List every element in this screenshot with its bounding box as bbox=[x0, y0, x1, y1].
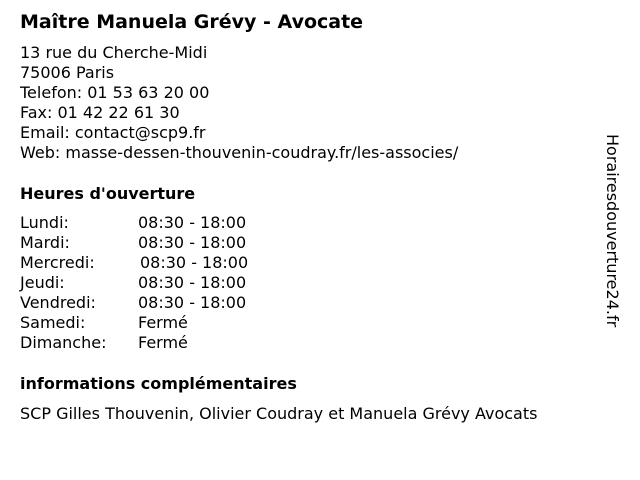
day-label: Mardi: bbox=[20, 233, 70, 252]
time-value: 08:30 - 18:00 bbox=[138, 233, 247, 252]
opening-hours-heading: Heures d'ouverture bbox=[20, 184, 196, 203]
hours-row-mercredi bbox=[20, 253, 320, 273]
hours-row-jeudi bbox=[20, 273, 320, 293]
address-block bbox=[20, 43, 458, 163]
site-watermark: Horairesdouverture24.fr bbox=[603, 134, 622, 328]
city: 75006 Paris bbox=[20, 63, 115, 82]
street-address: 13 rue du Cherche-Midi bbox=[20, 43, 208, 62]
time-value: 08:30 - 18:00 bbox=[138, 293, 247, 312]
time-value: 08:30 - 18:00 bbox=[140, 253, 249, 272]
day-label: Dimanche: bbox=[20, 333, 107, 352]
day-label: Vendredi: bbox=[20, 293, 96, 312]
time-value: 08:30 - 18:00 bbox=[138, 273, 247, 292]
phone-number: Telefon: 01 53 63 20 00 bbox=[20, 83, 210, 102]
page-title: Maître Manuela Grévy - Avocate bbox=[20, 11, 364, 33]
opening-hours-list bbox=[20, 213, 320, 353]
additional-info-text: SCP Gilles Thouvenin, Olivier Coudray et Manuela Grévy Avocats bbox=[20, 404, 538, 423]
additional-info-heading: informations complémentaires bbox=[20, 374, 297, 393]
hours-row-samedi bbox=[20, 313, 320, 333]
day-label: Mercredi: bbox=[20, 253, 95, 272]
hours-row-dimanche bbox=[20, 333, 320, 353]
time-value: Fermé bbox=[138, 313, 188, 332]
hours-row-lundi bbox=[20, 213, 320, 233]
day-label: Samedi: bbox=[20, 313, 86, 332]
day-label: Jeudi: bbox=[20, 273, 65, 292]
hours-row-mardi bbox=[20, 233, 320, 253]
day-label: Lundi: bbox=[20, 213, 69, 232]
email-address: Email: contact@scp9.fr bbox=[20, 123, 206, 142]
time-value: Fermé bbox=[138, 333, 188, 352]
website: Web: masse-dessen-thouvenin-coudray.fr/les-associes/ bbox=[20, 143, 459, 162]
time-value: 08:30 - 18:00 bbox=[138, 213, 247, 232]
fax-number: Fax: 01 42 22 61 30 bbox=[20, 103, 180, 122]
hours-row-vendredi bbox=[20, 293, 320, 313]
